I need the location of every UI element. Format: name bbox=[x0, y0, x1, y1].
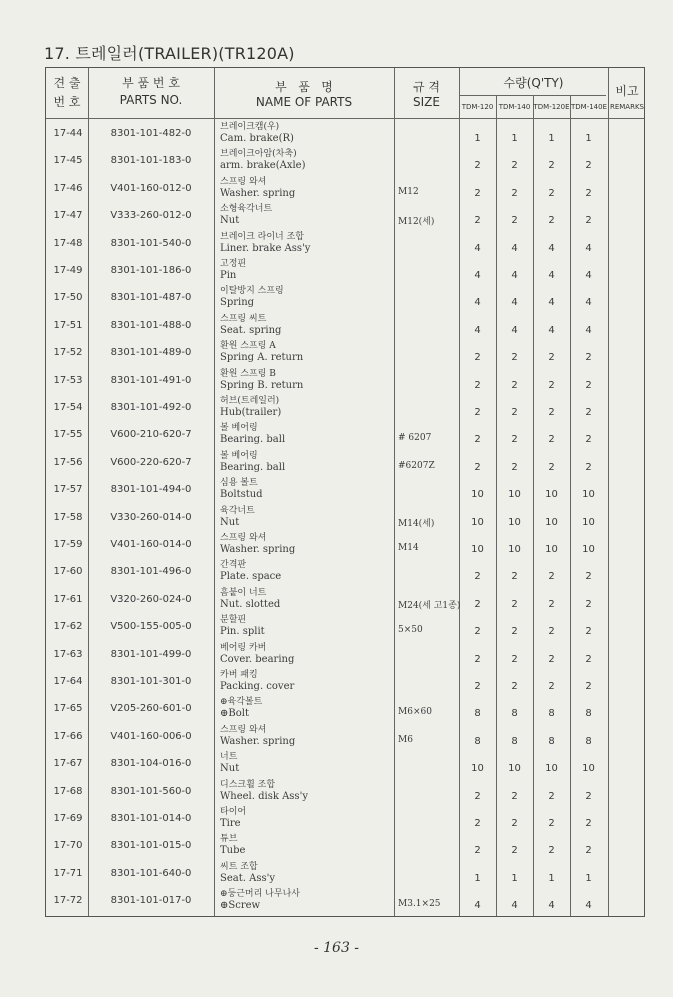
header-model-4: TDM-140E bbox=[570, 103, 607, 111]
quantity-cell: 4 bbox=[511, 324, 518, 336]
quantity-cell: 2 bbox=[548, 653, 555, 665]
quantity-cell: 4 bbox=[548, 297, 555, 309]
row-number: 17-71 bbox=[53, 867, 83, 879]
header-model-1: TDM-120 bbox=[461, 103, 494, 111]
part-name-ko: 브레이크 라이너 조합 bbox=[220, 231, 304, 242]
part-name bbox=[220, 313, 281, 337]
quantity-cell: 2 bbox=[474, 160, 481, 172]
part-name bbox=[220, 669, 294, 693]
part-name-ko: 브레이크캠(우) bbox=[220, 122, 280, 132]
part-size: M12 bbox=[398, 186, 419, 197]
quantity-cell: 8 bbox=[585, 708, 592, 720]
part-name-ko: 간격판 bbox=[220, 560, 247, 571]
row-number: 17-49 bbox=[53, 265, 83, 276]
part-name-ko: 스프링 와셔 bbox=[220, 724, 267, 735]
quantity-cell: 8 bbox=[548, 708, 555, 720]
grid-line bbox=[46, 118, 644, 119]
quantity-cell: 4 bbox=[585, 900, 592, 912]
part-name-en: Spring B. return bbox=[220, 379, 304, 391]
quantity-cell: 2 bbox=[511, 571, 518, 583]
quantity-cell: 1 bbox=[474, 133, 481, 144]
quantity-cell: 2 bbox=[511, 187, 518, 199]
part-name-en: Spring bbox=[220, 297, 255, 309]
part-number: V320-260-024-0 bbox=[110, 593, 192, 605]
quantity-cell: 1 bbox=[548, 133, 555, 144]
part-number: V500-155-005-0 bbox=[110, 621, 192, 633]
part-name-ko: 너트 bbox=[220, 752, 238, 763]
row-number: 17-47 bbox=[53, 210, 83, 222]
part-name-en: Boltstud bbox=[220, 489, 263, 501]
part-name-en: Packing. cover bbox=[220, 681, 295, 692]
quantity-cell: 8 bbox=[585, 735, 592, 747]
part-name-ko: 스프링 씨트 bbox=[220, 313, 267, 324]
part-name bbox=[220, 176, 295, 200]
part-number: 8301-101-496-0 bbox=[110, 566, 192, 578]
header-model-2: TDM-140 bbox=[498, 103, 531, 111]
row-number: 17-61 bbox=[53, 593, 83, 605]
part-number: 8301-101-489-0 bbox=[110, 347, 192, 359]
quantity-cell: 8 bbox=[511, 708, 518, 720]
quantity-cell: 1 bbox=[585, 133, 592, 144]
part-size: M6 bbox=[398, 734, 413, 745]
quantity-cell: 2 bbox=[474, 379, 481, 391]
part-name bbox=[220, 696, 262, 720]
quantity-cell: 2 bbox=[511, 653, 518, 665]
part-name-en: Washer. spring bbox=[220, 544, 296, 555]
part-number: 8301-104-016-0 bbox=[110, 758, 192, 770]
part-name bbox=[220, 751, 239, 775]
part-name bbox=[220, 888, 300, 912]
row-number: 17-64 bbox=[53, 676, 83, 687]
part-name bbox=[220, 642, 294, 666]
header-size-en: SIZE bbox=[413, 95, 440, 109]
quantity-cell: 4 bbox=[585, 242, 592, 254]
part-number: V330-260-014-0 bbox=[110, 511, 192, 523]
part-name-en: Liner. brake Ass'y bbox=[220, 242, 311, 254]
quantity-cell: 2 bbox=[585, 845, 592, 857]
row-number: 17-44 bbox=[53, 128, 83, 139]
part-name-en: Plate. space bbox=[220, 571, 282, 583]
part-name bbox=[220, 477, 263, 501]
part-name-en: Washer. spring bbox=[220, 187, 296, 199]
quantity-cell: 10 bbox=[471, 489, 484, 501]
part-name-en: Nut bbox=[220, 763, 240, 775]
quantity-cell: 2 bbox=[474, 461, 481, 473]
quantity-cell: 4 bbox=[548, 324, 555, 336]
quantity-cell: 2 bbox=[511, 215, 518, 227]
quantity-cell: 2 bbox=[474, 571, 481, 583]
quantity-cell: 2 bbox=[585, 434, 592, 446]
quantity-cell: 2 bbox=[548, 626, 555, 638]
part-number: 8301-101-482-0 bbox=[110, 128, 192, 139]
quantity-cell: 2 bbox=[474, 187, 481, 199]
quantity-cell: 4 bbox=[511, 242, 518, 254]
part-size: #6207Z bbox=[398, 460, 435, 471]
part-number: 8301-101-186-0 bbox=[110, 265, 192, 276]
part-name-ko: 베어링 카버 bbox=[220, 642, 267, 653]
row-number: 17-58 bbox=[53, 511, 83, 523]
row-number: 17-45 bbox=[53, 155, 83, 167]
row-number: 17-63 bbox=[53, 648, 83, 660]
part-number: 8301-101-494-0 bbox=[110, 484, 192, 496]
quantity-cell: 2 bbox=[511, 790, 518, 802]
part-number: 8301-101-301-0 bbox=[110, 676, 192, 687]
quantity-cell: 2 bbox=[511, 626, 518, 638]
part-name bbox=[220, 450, 285, 474]
quantity-cell: 2 bbox=[548, 818, 555, 829]
quantity-cell: 4 bbox=[474, 324, 481, 336]
part-name-ko: ⊕육각볼트 bbox=[220, 697, 263, 708]
part-name-ko: 이탈방지 스프링 bbox=[220, 286, 284, 297]
part-name-ko: 육각너트 bbox=[220, 505, 255, 516]
quantity-cell: 2 bbox=[474, 407, 481, 418]
row-number: 17-56 bbox=[53, 456, 83, 468]
part-name bbox=[220, 724, 295, 748]
quantity-cell: 10 bbox=[545, 544, 558, 555]
part-number: V205-260-601-0 bbox=[110, 703, 192, 715]
part-name-ko: 타이어 bbox=[220, 807, 247, 817]
row-number: 17-69 bbox=[53, 813, 83, 824]
row-number: 17-46 bbox=[53, 182, 83, 194]
header-no-ko2: 번 호 bbox=[53, 95, 81, 109]
part-number: V333-260-012-0 bbox=[110, 210, 192, 222]
row-number: 17-60 bbox=[53, 566, 83, 578]
quantity-cell: 2 bbox=[474, 681, 481, 692]
quantity-cell: 4 bbox=[511, 270, 518, 281]
part-name-ko: 분할핀 bbox=[220, 615, 247, 626]
part-name-ko: 씨트 조합 bbox=[220, 861, 258, 872]
quantity-cell: 4 bbox=[474, 900, 481, 912]
part-name-en: Washer. spring bbox=[220, 735, 296, 747]
quantity-cell: 4 bbox=[511, 900, 518, 912]
page-title: 17. 트레일러(TRAILER)(TR120A) bbox=[44, 44, 295, 63]
quantity-cell: 2 bbox=[511, 407, 518, 418]
quantity-cell: 8 bbox=[548, 735, 555, 747]
header-no-ko: 견 출 bbox=[53, 76, 81, 90]
part-name-en: Seat. Ass'y bbox=[220, 872, 275, 884]
part-number: 8301-101-488-0 bbox=[110, 319, 192, 331]
part-name-ko: 흠붙이 너트 bbox=[220, 587, 267, 598]
row-number: 17-52 bbox=[53, 347, 83, 359]
part-name bbox=[220, 121, 294, 145]
part-name-ko: 환원 스프링 B bbox=[220, 368, 276, 379]
row-number: 17-53 bbox=[53, 374, 83, 386]
part-number: 8301-101-499-0 bbox=[110, 648, 192, 660]
quantity-cell: 2 bbox=[511, 845, 518, 857]
quantity-cell: 2 bbox=[585, 790, 592, 802]
part-name-ko: 볼 베어링 bbox=[220, 423, 258, 434]
row-number: 17-51 bbox=[53, 319, 83, 331]
part-name bbox=[220, 285, 284, 309]
part-number: 8301-101-640-0 bbox=[110, 867, 192, 879]
part-name-en: Spring A. return bbox=[220, 352, 304, 364]
part-name-ko: ⊕둥근머리 나무나사 bbox=[220, 889, 300, 900]
part-name-en: ⊕Bolt bbox=[220, 708, 249, 720]
part-size: M24(세 고1종) bbox=[398, 600, 461, 611]
header-size-ko: 규 격 bbox=[413, 80, 440, 94]
part-name-en: Pin bbox=[220, 270, 237, 281]
part-name-en: Nut bbox=[220, 215, 240, 227]
quantity-cell: 2 bbox=[585, 461, 592, 473]
row-number: 17-65 bbox=[53, 703, 83, 715]
part-number: 8301-101-492-0 bbox=[110, 402, 192, 413]
quantity-cell: 2 bbox=[511, 379, 518, 391]
quantity-cell: 2 bbox=[585, 352, 592, 364]
quantity-cell: 2 bbox=[585, 187, 592, 199]
quantity-cell: 2 bbox=[548, 845, 555, 857]
part-name-en: Hub(trailer) bbox=[220, 407, 282, 418]
row-number: 17-70 bbox=[53, 840, 83, 852]
part-name-ko: 환원 스프링 A bbox=[220, 341, 276, 352]
quantity-cell: 1 bbox=[548, 872, 555, 884]
header-name-en: NAME OF PARTS bbox=[255, 95, 353, 109]
part-name-ko: 스프링 와셔 bbox=[220, 533, 267, 543]
quantity-cell: 4 bbox=[474, 242, 481, 254]
part-name-en: Cam. brake(R) bbox=[220, 133, 294, 144]
quantity-cell: 10 bbox=[508, 516, 521, 528]
part-number: 8301-101-560-0 bbox=[110, 785, 192, 797]
quantity-cell: 2 bbox=[585, 407, 592, 418]
part-name bbox=[220, 587, 280, 611]
quantity-cell: 2 bbox=[511, 598, 518, 610]
quantity-cell: 2 bbox=[548, 407, 555, 418]
part-name-ko: 디스크휠 조합 bbox=[220, 779, 276, 790]
quantity-cell: 4 bbox=[548, 270, 555, 281]
header-name-ko: 부 품 명 bbox=[275, 80, 333, 94]
part-name bbox=[220, 806, 246, 830]
row-number: 17-72 bbox=[53, 895, 83, 907]
part-name-en: Tube bbox=[220, 845, 246, 857]
part-name bbox=[220, 340, 303, 364]
grid-line bbox=[394, 68, 395, 916]
quantity-cell: 2 bbox=[474, 626, 481, 638]
quantity-cell: 2 bbox=[585, 653, 592, 665]
quantity-cell: 2 bbox=[548, 598, 555, 610]
quantity-cell: 2 bbox=[548, 571, 555, 583]
quantity-cell: 1 bbox=[585, 872, 592, 884]
part-name bbox=[220, 505, 255, 529]
quantity-cell: 2 bbox=[511, 681, 518, 692]
grid-line bbox=[214, 68, 215, 916]
part-name bbox=[220, 203, 272, 227]
quantity-cell: 2 bbox=[548, 434, 555, 446]
quantity-cell: 2 bbox=[548, 215, 555, 227]
part-number: 8301-101-491-0 bbox=[110, 374, 192, 386]
quantity-cell: 2 bbox=[548, 160, 555, 172]
quantity-cell: 2 bbox=[585, 818, 592, 829]
quantity-cell: 10 bbox=[582, 489, 595, 501]
part-name bbox=[220, 368, 303, 392]
part-number: 8301-101-017-0 bbox=[110, 895, 192, 907]
row-number: 17-59 bbox=[53, 539, 83, 550]
quantity-cell: 2 bbox=[474, 818, 481, 829]
part-number: V401-160-006-0 bbox=[110, 730, 192, 742]
row-number: 17-67 bbox=[53, 758, 83, 770]
part-name-ko: 심용 볼트 bbox=[220, 478, 258, 489]
header-qty: 수량(Q'TY) bbox=[503, 76, 564, 90]
grid-line bbox=[88, 68, 89, 916]
quantity-cell: 2 bbox=[474, 352, 481, 364]
quantity-cell: 10 bbox=[545, 516, 558, 528]
quantity-cell: 2 bbox=[548, 352, 555, 364]
part-number: 8301-101-487-0 bbox=[110, 292, 192, 304]
quantity-cell: 10 bbox=[508, 544, 521, 555]
quantity-cell: 10 bbox=[545, 489, 558, 501]
row-number: 17-66 bbox=[53, 730, 83, 742]
part-name bbox=[220, 258, 246, 282]
quantity-cell: 8 bbox=[511, 735, 518, 747]
quantity-cell: 10 bbox=[508, 763, 521, 775]
row-number: 17-62 bbox=[53, 621, 83, 633]
part-name-ko: 볼 베어링 bbox=[220, 450, 258, 461]
part-number: 8301-101-183-0 bbox=[110, 155, 192, 167]
page-number: - 163 - bbox=[313, 940, 360, 956]
quantity-cell: 10 bbox=[471, 516, 484, 528]
row-number: 17-57 bbox=[53, 484, 83, 496]
part-size: M3.1×25 bbox=[398, 899, 441, 910]
part-name-en: Cover. bearing bbox=[220, 653, 295, 665]
quantity-cell: 2 bbox=[511, 461, 518, 473]
quantity-cell: 2 bbox=[474, 845, 481, 857]
row-number: 17-48 bbox=[53, 237, 83, 249]
part-name bbox=[220, 833, 245, 857]
part-name bbox=[220, 861, 275, 885]
quantity-cell: 8 bbox=[474, 708, 481, 720]
part-name-ko: 소형육각너트 bbox=[220, 204, 273, 215]
part-name-en: arm. brake(Axle) bbox=[220, 160, 306, 172]
quantity-cell: 4 bbox=[511, 297, 518, 309]
part-size: M6×60 bbox=[398, 707, 432, 718]
part-name-ko: 튜브 bbox=[220, 834, 238, 845]
quantity-cell: 10 bbox=[545, 763, 558, 775]
part-name bbox=[220, 395, 281, 419]
quantity-cell: 2 bbox=[585, 215, 592, 227]
part-name-en: Tire bbox=[220, 818, 241, 829]
part-number: 8301-101-015-0 bbox=[110, 840, 192, 852]
quantity-cell: 10 bbox=[508, 489, 521, 501]
part-number: 8301-101-014-0 bbox=[110, 813, 192, 824]
part-name-en: Bearing. ball bbox=[220, 434, 286, 446]
quantity-cell: 2 bbox=[474, 598, 481, 610]
grid-line bbox=[459, 95, 606, 96]
quantity-cell: 2 bbox=[511, 434, 518, 446]
row-number: 17-55 bbox=[53, 429, 83, 441]
quantity-cell: 10 bbox=[582, 544, 595, 555]
part-size: M14(세) bbox=[398, 518, 435, 529]
part-name-en: Nut bbox=[220, 516, 240, 528]
quantity-cell: 4 bbox=[474, 297, 481, 309]
quantity-cell: 4 bbox=[548, 900, 555, 912]
quantity-cell: 2 bbox=[548, 461, 555, 473]
part-number: 8301-101-540-0 bbox=[110, 237, 192, 249]
quantity-cell: 2 bbox=[511, 352, 518, 364]
quantity-cell: 8 bbox=[474, 735, 481, 747]
quantity-cell: 2 bbox=[585, 160, 592, 172]
quantity-cell: 2 bbox=[474, 215, 481, 227]
quantity-cell: 2 bbox=[548, 681, 555, 692]
row-number: 17-68 bbox=[53, 785, 83, 797]
quantity-cell: 10 bbox=[582, 763, 595, 775]
part-number: V401-160-012-0 bbox=[110, 182, 192, 194]
part-size: M14 bbox=[398, 543, 419, 553]
quantity-cell: 2 bbox=[511, 818, 518, 829]
quantity-cell: 4 bbox=[585, 270, 592, 281]
quantity-cell: 2 bbox=[511, 160, 518, 172]
quantity-cell: 1 bbox=[511, 872, 518, 884]
quantity-cell: 2 bbox=[548, 379, 555, 391]
row-number: 17-50 bbox=[53, 292, 83, 304]
quantity-cell: 10 bbox=[471, 763, 484, 775]
part-name-ko: 스프링 와셔 bbox=[220, 176, 267, 187]
header-remarks-en: REMARKS bbox=[609, 103, 644, 111]
part-name-en: Bearing. ball bbox=[220, 461, 286, 473]
part-name-en: Pin. split bbox=[220, 626, 265, 638]
part-name bbox=[220, 559, 281, 583]
quantity-cell: 2 bbox=[548, 790, 555, 802]
quantity-cell: 1 bbox=[511, 133, 518, 144]
quantity-cell: 2 bbox=[474, 790, 481, 802]
part-name bbox=[220, 532, 295, 556]
quantity-cell: 2 bbox=[585, 681, 592, 692]
part-name-en: Nut. slotted bbox=[220, 598, 281, 610]
quantity-cell: 10 bbox=[582, 516, 595, 528]
part-name-en: Seat. spring bbox=[220, 324, 282, 336]
part-name bbox=[220, 614, 265, 638]
header-part-no-en: PARTS NO. bbox=[119, 93, 183, 107]
part-number: V600-210-620-7 bbox=[110, 429, 192, 441]
quantity-cell: 2 bbox=[585, 626, 592, 638]
quantity-cell: 1 bbox=[474, 872, 481, 884]
quantity-cell: 4 bbox=[585, 324, 592, 336]
row-number: 17-54 bbox=[53, 402, 83, 413]
part-name-ko: 브레이크아암(차축) bbox=[220, 149, 297, 160]
quantity-cell: 2 bbox=[585, 598, 592, 610]
part-name-en: ⊕Screw bbox=[220, 900, 261, 912]
quantity-cell: 10 bbox=[471, 544, 484, 555]
quantity-cell: 2 bbox=[548, 187, 555, 199]
header-part-no-ko: 부 품 번 호 bbox=[122, 76, 180, 90]
quantity-cell: 4 bbox=[585, 297, 592, 309]
part-name bbox=[220, 148, 305, 172]
part-name-en: Wheel. disk Ass'y bbox=[220, 790, 308, 802]
grid-line bbox=[608, 68, 609, 916]
part-name-ko: 고정핀 bbox=[220, 259, 247, 269]
header-model-3: TDM-120E bbox=[533, 103, 570, 111]
quantity-cell: 2 bbox=[585, 379, 592, 391]
part-name bbox=[220, 422, 285, 446]
part-size: # 6207 bbox=[398, 433, 432, 444]
part-size: 5×50 bbox=[398, 625, 423, 636]
part-size: M12(세) bbox=[398, 217, 435, 228]
part-name-ko: 허브(트레일러) bbox=[220, 396, 280, 406]
header-remarks-ko: 비고 bbox=[615, 84, 639, 98]
quantity-cell: 2 bbox=[474, 653, 481, 665]
part-name bbox=[220, 779, 308, 803]
part-name-ko: 카버 패킹 bbox=[220, 670, 258, 680]
quantity-cell: 4 bbox=[548, 242, 555, 254]
part-number: V600-220-620-7 bbox=[110, 456, 192, 468]
parts-table bbox=[45, 67, 645, 917]
part-name bbox=[220, 231, 310, 255]
part-number: V401-160-014-0 bbox=[110, 539, 192, 550]
quantity-cell: 2 bbox=[474, 434, 481, 446]
quantity-cell: 2 bbox=[585, 571, 592, 583]
quantity-cell: 4 bbox=[474, 270, 481, 281]
